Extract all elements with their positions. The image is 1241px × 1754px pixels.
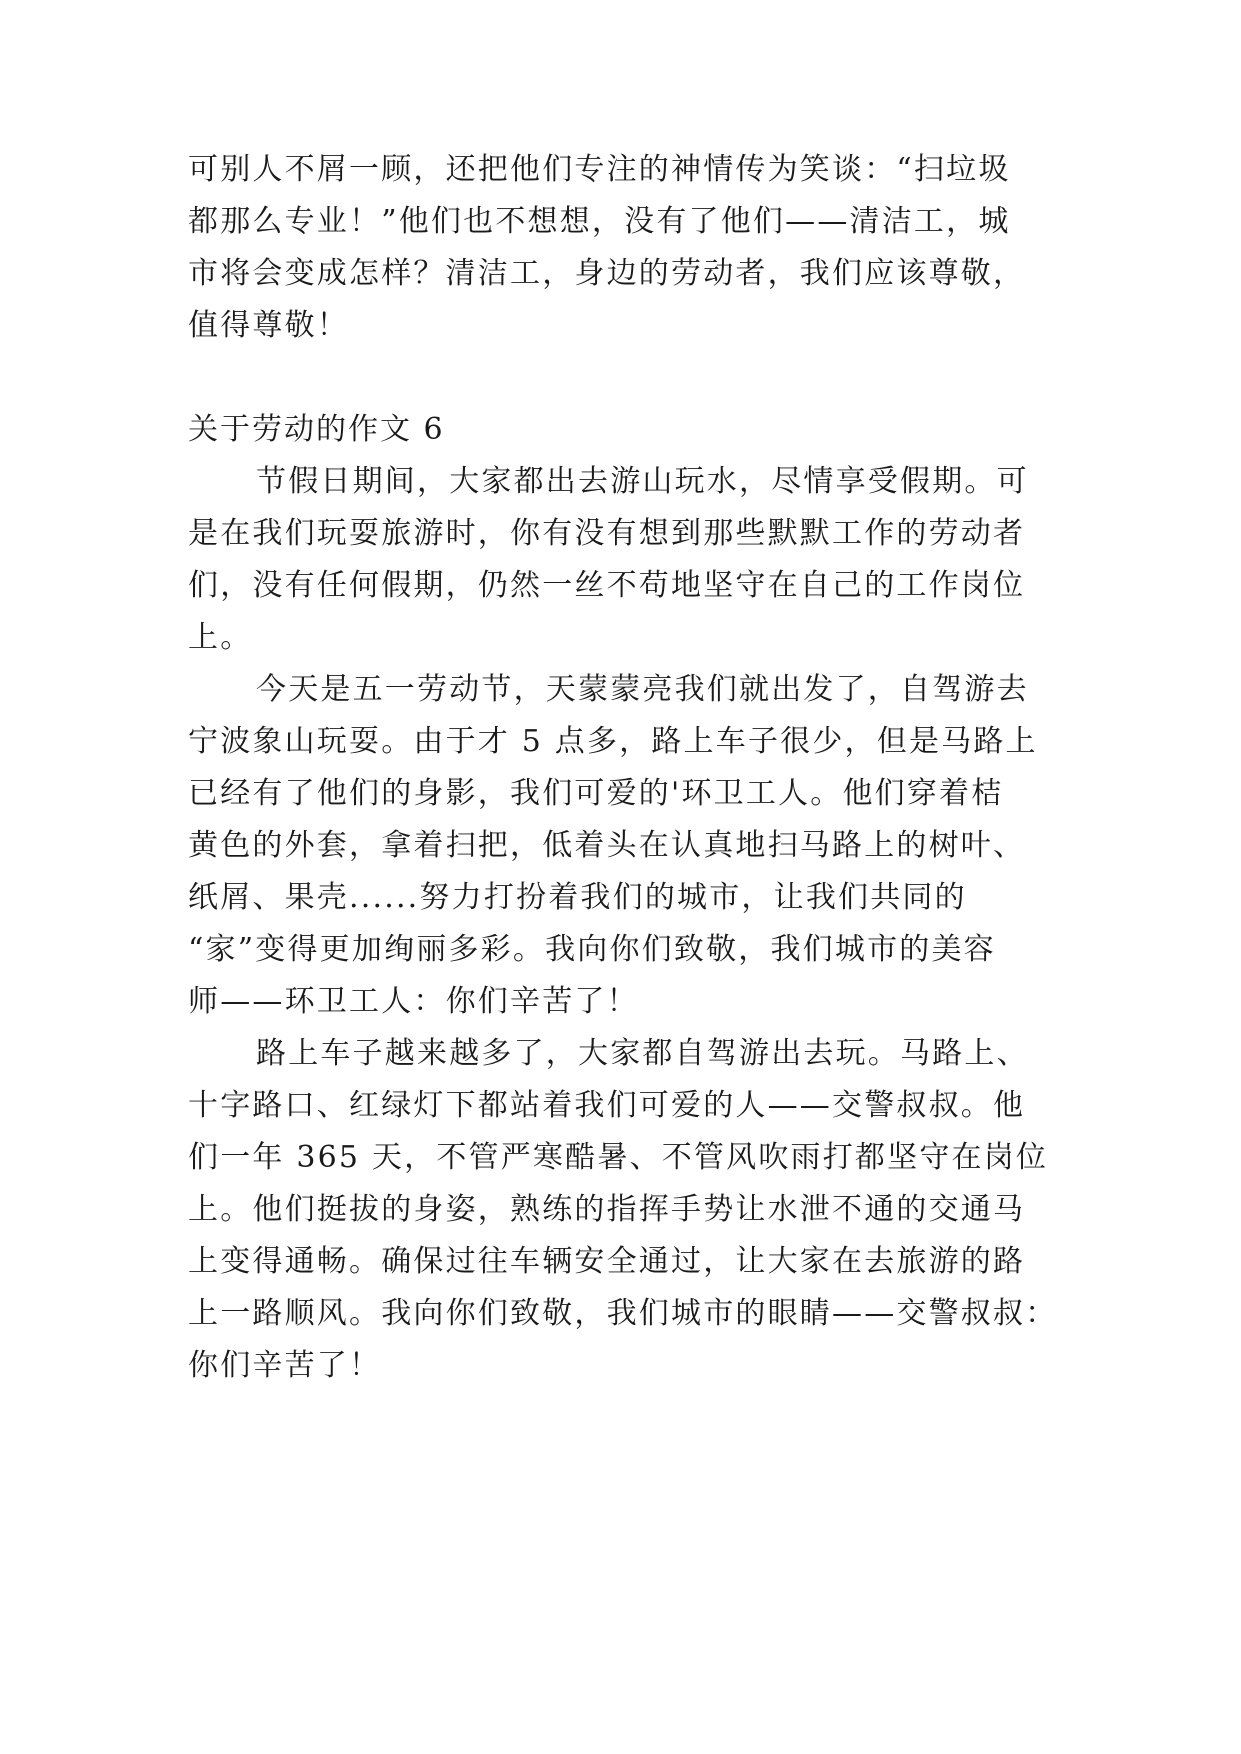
- text-line: 都那么专业！”他们也不想想，没有了他们——清洁工，城: [188, 204, 1011, 239]
- text-line: 上。他们挺拔的身姿，熟练的指挥手势让水泄不通的交通马: [188, 1192, 1026, 1227]
- text-line: 们，没有任何假期，仍然一丝不苟地坚守在自己的工作岗位: [188, 568, 1026, 603]
- text-line: 市将会变成怎样？清洁工，身边的劳动者，我们应该尊敬，: [188, 256, 1026, 291]
- text-line: 纸屑、果壳......努力打扮着我们的城市，让我们共同的: [188, 880, 967, 915]
- text-line: 黄色的外套，拿着扫把，低着头在认真地扫马路上的树叶、: [188, 828, 1026, 863]
- text-line: 今天是五一劳动节，天蒙蒙亮我们就出发了，自驾游去: [256, 672, 1029, 707]
- section-title: 关于劳动的作文 6: [188, 412, 445, 447]
- text-line: 节假日期间，大家都出去游山玩水，尽情享受假期。可: [256, 464, 1029, 499]
- text-line: 是在我们玩耍旅游时，你有没有想到那些默默工作的劳动者: [188, 516, 1026, 551]
- text-line: 十字路口、红绿灯下都站着我们可爱的人——交警叔叔。他: [188, 1088, 1026, 1123]
- text-line: 上变得通畅。确保过往车辆安全通过，让大家在去旅游的路: [188, 1244, 1026, 1279]
- text-line: 你们辛苦了！: [188, 1348, 382, 1383]
- text-line: 上。: [188, 620, 253, 655]
- text-line: 上一路顺风。我向你们致敬，我们城市的眼睛——交警叔叔：: [188, 1296, 1058, 1331]
- text-line: 可别人不屑一顾，还把他们专注的神情传为笑谈：“扫垃圾: [188, 152, 1011, 187]
- text-line: 值得尊敬！: [188, 308, 349, 343]
- text-line: 路上车子越来越多了，大家都自驾游出去玩。马路上、: [256, 1036, 1029, 1071]
- text-line: 们一年 365 天，不管严寒酷暑、不管风吹雨打都坚守在岗位: [188, 1140, 1049, 1175]
- text-line: “家”变得更加绚丽多彩。我向你们致敬，我们城市的美容: [188, 932, 996, 967]
- text-line: 已经有了他们的身影，我们可爱的'环卫工人。他们穿着桔: [188, 776, 1004, 811]
- text-line: 师——环卫工人：你们辛苦了！: [188, 984, 639, 1019]
- text-line: 宁波象山玩耍。由于才 5 点多，路上车子很少，但是马路上: [188, 724, 1038, 759]
